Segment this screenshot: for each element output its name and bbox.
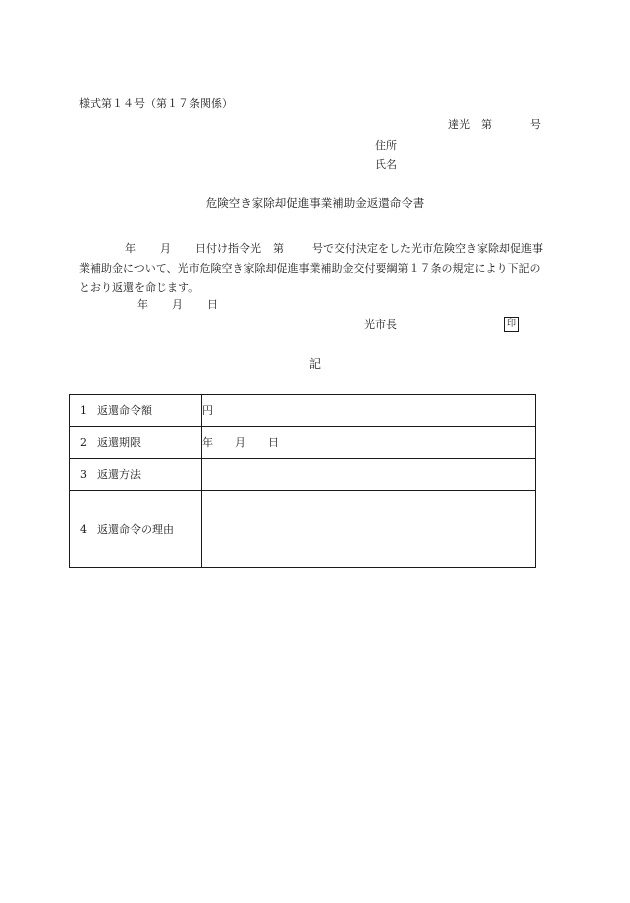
ki-heading: 記 (308, 357, 321, 371)
row-label-text: 返還命令の理由 (97, 522, 174, 536)
table-row (70, 395, 536, 427)
issue-date (137, 299, 218, 310)
document-title: 危険空き家除却促進事業補助金返還命令書 (205, 196, 425, 210)
document-number-suffix: 号 (530, 118, 541, 131)
return-method-cell (202, 459, 536, 491)
issue-day: 日 (207, 298, 218, 311)
row-label (70, 427, 202, 459)
issue-year: 年 (137, 298, 148, 311)
name-label: 氏名 (375, 158, 397, 171)
deadline-year: 年 (202, 436, 213, 449)
return-amount-cell: 円 (202, 395, 536, 427)
deadline-month: 月 (235, 436, 246, 449)
body-dai: 第 (273, 242, 284, 255)
row-number: 4 (80, 522, 87, 536)
row-label-text: 返還方法 (97, 468, 141, 481)
body-month: 月 (160, 242, 171, 255)
row-number: 3 (80, 468, 87, 481)
return-reason-cell (202, 491, 536, 568)
body-year: 年 (125, 242, 136, 255)
row-label-text: 返還命令額 (97, 404, 152, 417)
table-row (70, 427, 536, 459)
issue-month: 月 (172, 298, 183, 311)
form-number: 様式第１４号（第１７条関係） (79, 97, 233, 110)
deadline-day: 日 (268, 436, 279, 449)
row-number: 2 (80, 436, 87, 449)
table-row (70, 459, 536, 491)
mayor-title: 光市長 (364, 318, 397, 331)
row-label (70, 491, 202, 568)
row-label-text: 返還期限 (97, 436, 141, 449)
row-number: 1 (80, 404, 87, 417)
seal-mark: 印 (504, 317, 519, 332)
body-continuation: 号で交付決定をした光市危険空き家除却促進事業補助金について、光市危険空き家除却促進事業補助金交付要綱第１７条の規定により下記のとおり返還を命じます。 (79, 242, 543, 294)
return-deadline-cell (202, 427, 536, 459)
row-label (70, 459, 202, 491)
address-label: 住所 (375, 139, 397, 152)
document-number-dai: 第 (481, 118, 492, 131)
document-number-prefix: 達光 (448, 118, 470, 131)
row-label (70, 395, 202, 427)
return-order-table (69, 394, 536, 568)
body-paragraph (79, 239, 549, 298)
body-day-designation: 日付け指令光 (195, 242, 261, 255)
table-row (70, 491, 536, 568)
